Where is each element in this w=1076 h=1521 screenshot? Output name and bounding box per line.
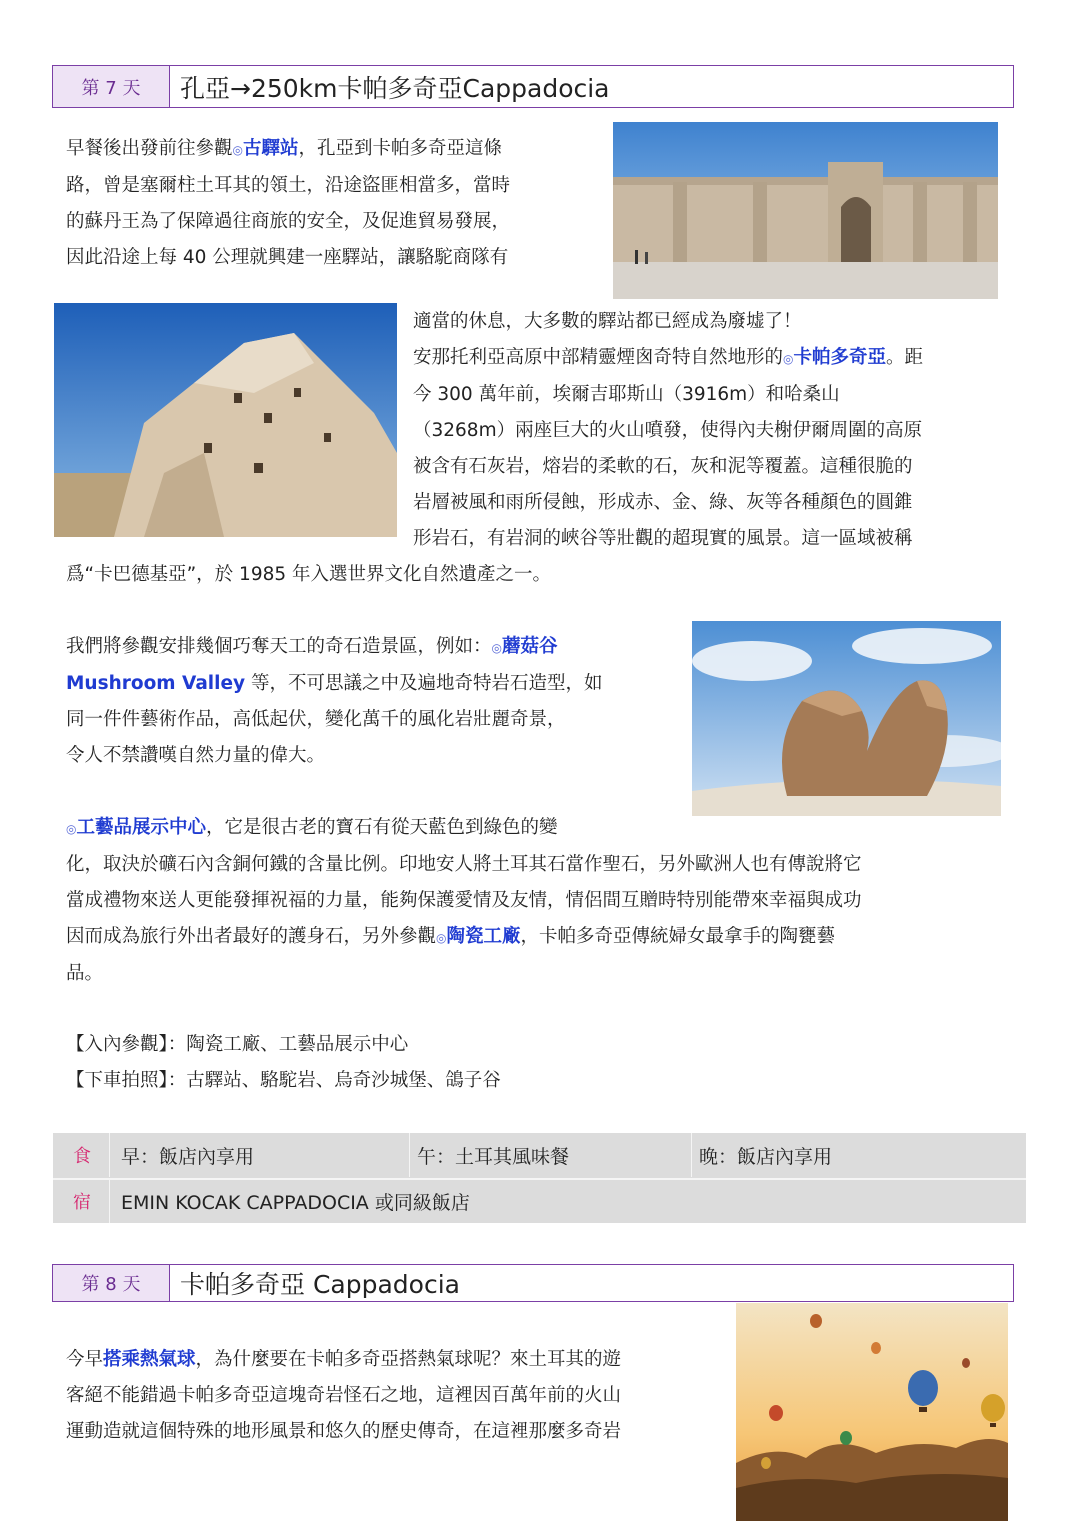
bullet-mark-icon: ◎ [491, 641, 502, 655]
text-line: 形岩石，有岩洞的峽谷等壯觀的超現實的風景。這一區域被稱 [413, 528, 913, 549]
hotel-cell: EMIN KOCAK CAPPADOCIA 或同級飯店 [121, 1191, 470, 1214]
day7-paragraph-3 [66, 629, 603, 774]
highlight-craft-center: 工藝品展示中心 [76, 817, 206, 838]
meal-key-food: 食 [73, 1146, 91, 1167]
text-line: 品。 [66, 963, 104, 984]
text-line: 當成禮物來送人更能發揮祝福的力量，能夠保護愛情及友情，情侶間互贈時特別能帶來幸福與成功 [66, 890, 862, 911]
day7-label: 第 7 天 [53, 66, 170, 107]
lunch-cell: 午：土耳其風味餐 [417, 1145, 570, 1168]
day8-title: 卡帕多奇亞 Cappadocia [180, 1270, 460, 1299]
hot-air-balloon-photo [736, 1303, 1008, 1521]
text-line: ，它是很古老的寶石有從天藍色到綠色的變 [206, 817, 558, 838]
text-line: ，為什麼要在卡帕多奇亞搭熱氣球呢？來土耳其的遊 [195, 1349, 622, 1370]
bullet-mark-icon: ◎ [436, 931, 447, 945]
day7-visit-list [66, 1027, 501, 1099]
text-line: 因而成為旅行外出者最好的護身石，另外參觀 [66, 926, 437, 947]
text-line: ，孔亞到卡帕多奇亞這條 [298, 138, 503, 159]
breakfast-cell: 早：飯店內享用 [121, 1145, 255, 1168]
day8-label: 第 8 天 [53, 1265, 170, 1301]
visit-line: 【入內參觀】：陶瓷工廠、工藝品展示中心 [66, 1034, 409, 1055]
text-line: 的蘇丹王為了保障過往商旅的安全，及促進貿易發展， [66, 211, 511, 232]
photo-stop-line: 【下車拍照】：古驛站、駱駝岩、烏奇沙城堡、鴿子谷 [66, 1070, 501, 1091]
text-line: 令人不禁讚嘆自然力量的偉大。 [66, 745, 326, 766]
caravanserai-photo [613, 122, 998, 299]
highlight-cappadocia: 卡帕多奇亞 [793, 347, 887, 368]
day7-paragraph-1 [66, 131, 510, 276]
text-line: 化，取決於礦石內含銅何鐵的含量比例。印地安人將土耳其石當作聖石，另外歐洲人也有傳說將它 [66, 854, 862, 875]
text-line: 岩層被風和雨所侵蝕，形成赤、金、綠、灰等各種顏色的圓錐 [413, 492, 913, 513]
highlight-caravanserai: 古驛站 [243, 138, 299, 159]
text-line: 適當的休息，大多數的驛站都已經成為廢墟了！ [413, 311, 802, 332]
meal-key-stay: 宿 [73, 1192, 91, 1213]
highlight-mushroom-valley-en: Mushroom Valley [66, 673, 246, 694]
highlight-hot-air-balloon: 搭乘熱氣球 [103, 1349, 196, 1370]
highlight-pottery-factory: 陶瓷工廠 [446, 926, 521, 947]
day7-header [52, 65, 1014, 108]
text-line: 被含有石灰岩，熔岩的柔軟的石，灰和泥等覆蓋。這種很脆的 [413, 456, 913, 477]
meal-row-stay [53, 1179, 1026, 1223]
text-line: 今早 [66, 1349, 104, 1370]
day7-paragraph-4 [66, 810, 862, 992]
uchisar-castle-photo [54, 303, 397, 537]
text-line: 我們將參觀安排幾個巧奪天工的奇石造景區，例如： [66, 636, 492, 657]
day7-paragraph-2-tail [66, 557, 551, 593]
text-line: 早餐後出發前往參觀 [66, 138, 233, 159]
day8-paragraph-1 [66, 1342, 621, 1450]
meal-row-food [53, 1133, 1026, 1177]
text-line: 路，曾是塞爾柱土耳其的領土，沿途盜匪相當多，當時 [66, 175, 511, 196]
text-line: 客絕不能錯過卡帕多奇亞這塊奇岩怪石之地，這裡因百萬年前的火山 [66, 1385, 622, 1406]
text-line: （3268m）兩座巨大的火山噴發，使得內夫榭伊爾周圍的高原 [413, 420, 923, 441]
text-line: 因此沿途上每 40 公理就興建一座驛站，讓駱駝商隊有 [66, 247, 509, 268]
bullet-mark-icon: ◎ [232, 143, 243, 157]
dinner-cell: 晚：飯店內享用 [699, 1145, 833, 1168]
highlight-mushroom-valley: 蘑菇谷 [502, 636, 558, 657]
day8-header [52, 1264, 1014, 1302]
text-line: 今 300 萬年前，埃爾吉耶斯山（3916m）和哈桑山 [413, 384, 840, 405]
text-line: 爲“卡巴德基亞”，於 1985 年入選世界文化自然遺產之一。 [66, 564, 552, 585]
text-line: 安那托利亞高原中部精靈煙囪奇特自然地形的 [413, 347, 784, 368]
camel-rock-photo [692, 621, 1001, 816]
text-line: 運動造就這個特殊的地形風景和悠久的歷史傳奇，在這裡那麼多奇岩 [66, 1421, 622, 1442]
text-line: 同一件件藝術作品，高低起伏，變化萬千的風化岩壯麗奇景， [66, 709, 566, 730]
bullet-mark-icon: ◎ [783, 352, 794, 366]
bullet-mark-icon: ◎ [66, 822, 77, 836]
day7-title: 孔亞→250km卡帕多奇亞Cappadocia [180, 73, 610, 103]
text-line: 。距 [886, 347, 924, 368]
text-line: 等，不可思議之中及遍地奇特岩石造型，如 [245, 673, 603, 694]
meal-table [53, 1133, 1026, 1223]
day7-paragraph-2 [413, 304, 923, 557]
text-line: ，卡帕多奇亞傳統婦女最拿手的陶甕藝 [520, 926, 836, 947]
